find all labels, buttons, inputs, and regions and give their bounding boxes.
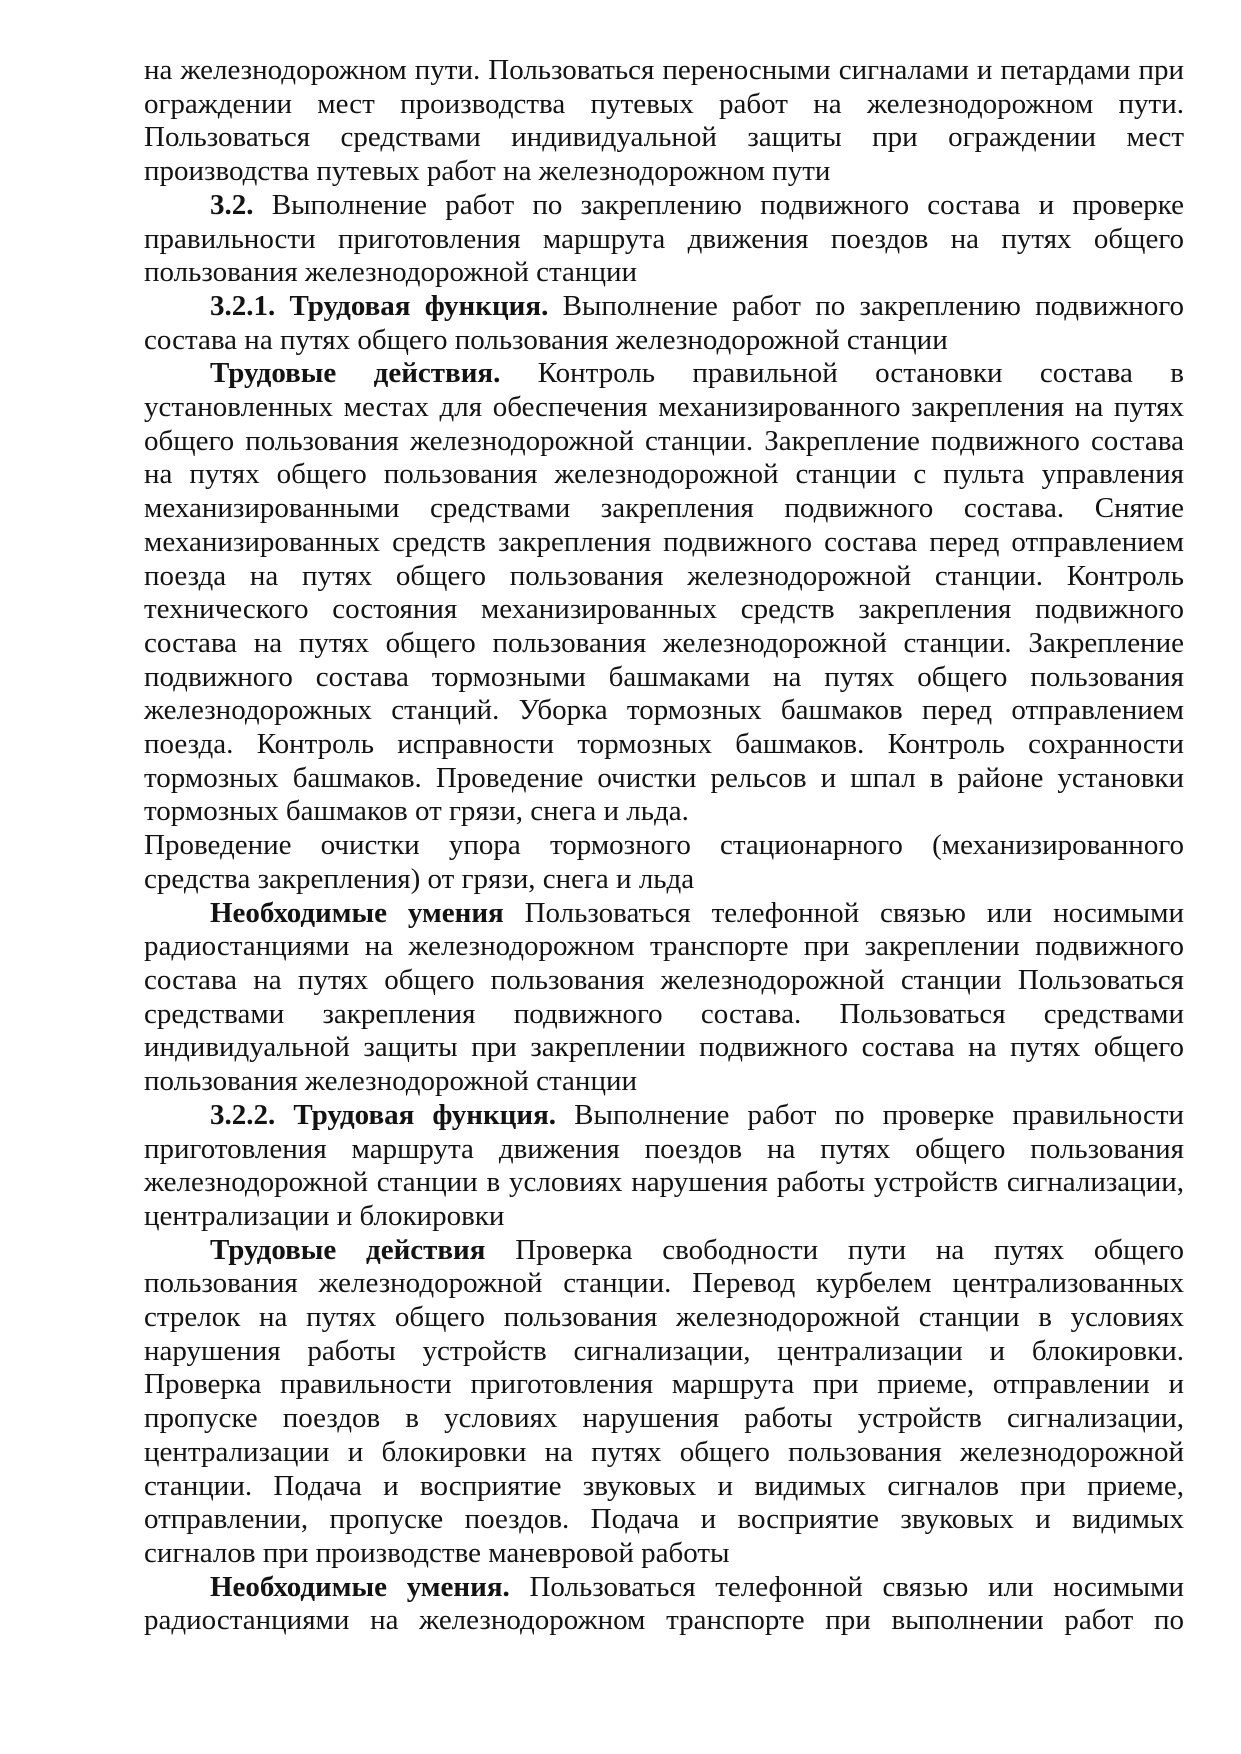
section-3-2-1-text: Выполнение работ по закреплению подвижного состава на путях общего пользования железнодорожной станции — [144, 289, 1184, 356]
paragraph-section-3-2-2 — [144, 1099, 1184, 1234]
section-3-2-2-heading: 3.2.2. Трудовая функция. — [210, 1098, 557, 1131]
required-skills-1-text: Пользоваться телефонной связью или носимыми радиостанциями на железнодорожном транспорте при закреплении подвижного состава на путях общего пользования железнодорожной станции Пользоваться средствами закрепления подвижного состава. Пользоваться средствами индивидуальной защиты при закреплении подвижного состава на путях общего пользования железнодорожной станции — [144, 896, 1184, 1098]
paragraph-required-skills-2 — [144, 1571, 1184, 1638]
required-skills-2-text: Пользоваться телефонной связью или носимыми радиостанциями на железнодорожном транспорте при выполнении работ по — [144, 1570, 1184, 1637]
section-3-2-1-heading: 3.2.1. Трудовая функция. — [210, 289, 549, 322]
section-3-2-2-text: Выполнение работ по проверке правильности приготовления маршрута движения поездов на путях общего пользования железнодорожной станции в условиях нарушения работы устройств сигнализации, централизации и блокировки — [144, 1098, 1185, 1232]
paragraph-cleaning-note — [144, 829, 1184, 896]
paragraph-continuation — [144, 54, 1184, 189]
paragraph-required-skills-1 — [144, 897, 1184, 1099]
labor-actions-2-text: Проверка свободности пути на путях общего пользования железнодорожной станции. Перевод курбелем централизованных стрелок на путях общего пользования железнодорожной станции в условиях нарушения работы устройств сигнализации, централизации и блокировки. Проверка правильности приготовления маршрута при приеме, отправлении и пропуске поездов в условиях нарушения работы устройств сигнализации, централизации и блокировки на путях общего пользования железнодорожной станции. Подача и восприятие звуковых и видимых сигналов при приеме, отправлении, пропуске поездов. Подача и восприятие звуковых и видимых сигналов при производстве маневровой работы — [144, 1233, 1184, 1569]
required-skills-1-heading: Необходимые умения — [210, 896, 504, 929]
paragraph-section-3-2-1 — [144, 290, 1184, 357]
paragraph-labor-actions-1 — [144, 357, 1184, 829]
paragraph-continuation-text: на железнодорожном пути. Пользоваться переносными сигналами и петардами при ограждении мест производства путевых работ на железнодорожном пути. Пользоваться средствами индивидуальной защиты при ограждении мест производства путевых работ на железнодорожном пути — [144, 54, 1184, 188]
labor-actions-1-heading: Трудовые действия. — [210, 357, 501, 390]
paragraph-section-3-2 — [144, 189, 1184, 290]
labor-actions-1-text: Контроль правильной остановки состава в установленных местах для обеспечения механизированного закрепления на путях общего пользования железнодорожной станции. Закрепление подвижного состава на путях общего пользования железнодорожной станции с пульта управления механизированными средствами закрепления подвижного состава. Снятие механизированных средств закрепления подвижного состава перед отправлением поезда на путях общего пользования железнодорожной станции. Контроль технического состояния механизированных средств закрепления подвижного состава на путях общего пользования железнодорожной станции. Закрепление подвижного состава тормозными башмаками на путях общего пользования железнодорожных станций. Уборка тормозных башмаков перед отправлением поезда. Контроль исправности тормозных башмаков. Контроль сохранности тормозных башмаков. Проведение очистки рельсов и шпал в районе установки тормозных башмаков от грязи, снега и льда. — [144, 357, 1184, 828]
cleaning-note-text: Проведение очистки упора тормозного стационарного (механизированного средства закрепления) от грязи, снега и льда — [144, 829, 1184, 895]
section-3-2-number: 3.2. — [210, 188, 254, 221]
required-skills-2-heading: Необходимые умения. — [210, 1570, 510, 1603]
paragraph-labor-actions-2 — [144, 1234, 1184, 1571]
section-3-2-text: Выполнение работ по закреплению подвижного состава и проверке правильности приготовления маршрута движения поездов на путях общего пользования железнодорожной станции — [144, 188, 1184, 289]
labor-actions-2-heading: Трудовые действия — [210, 1233, 486, 1266]
